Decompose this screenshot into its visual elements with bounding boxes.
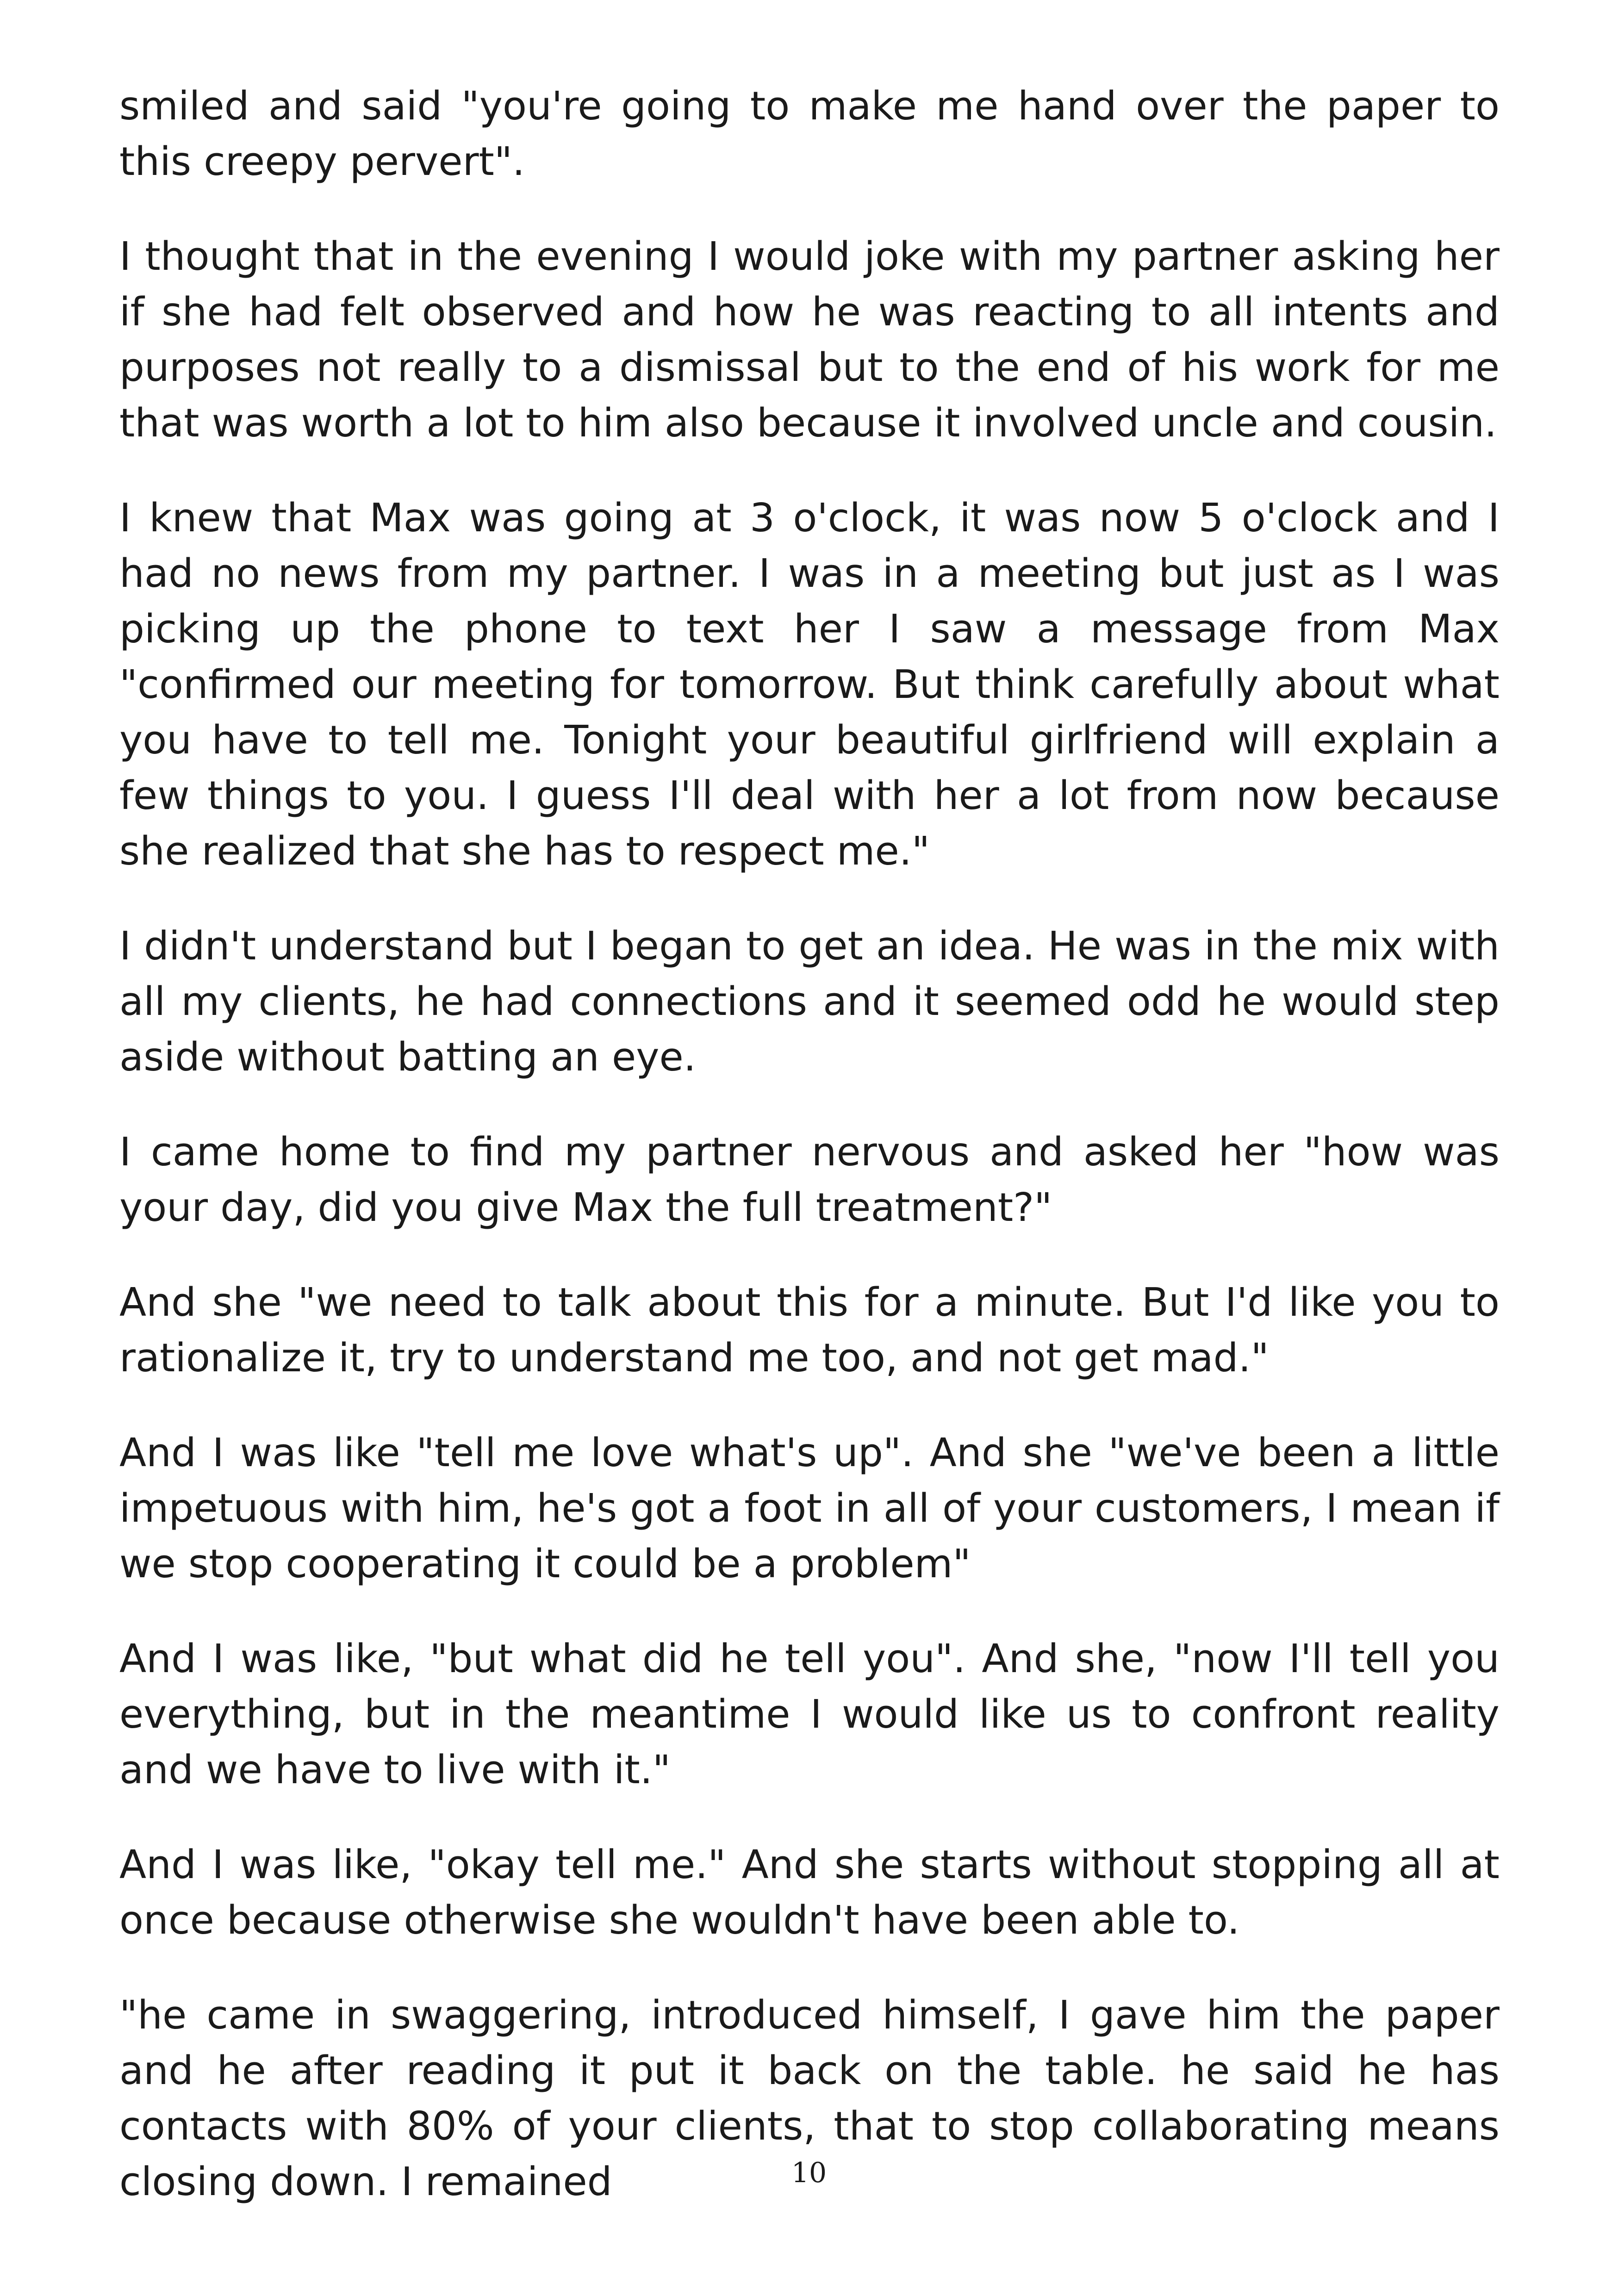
- paragraph: I thought that in the evening I would joke with my partner asking her if she had felt observed and how he was reacting to all intents and purposes not really to a dismissal but to the end of his work for me that was worth a lot to him also because it involved uncle and cousin.: [119, 234, 1500, 446]
- paragraph: I came home to find my partner nervous and asked her "how was your day, did you give Max the full treatment?": [119, 1129, 1500, 1231]
- paragraph: And I was like, "okay tell me." And she starts without stopping all at once because otherwise she wouldn't have been able to.: [119, 1842, 1500, 1943]
- paragraph: And she "we need to talk about this for a minute. But I'd like you to rationalize it, try to understand me too, and not get mad.": [119, 1280, 1500, 1381]
- paragraph: And I was like "tell me love what's up". And she "we've been a little impetuous with him, he's got a foot in all of your customers, I mean if we stop cooperating it could be a problem": [119, 1430, 1500, 1587]
- paragraph: "he came in swaggering, introduced himself, I gave him the paper and he after reading it put it back on the table. he said he has contacts with 80% of your clients, that to stop collaborating means closing down. I remained: [119, 1992, 1500, 2205]
- paragraph: I knew that Max was going at 3 o'clock, it was now 5 o'clock and I had no news from my partner. I was in a meeting but just as I was picking up the phone to text her I saw a message from Max "confirmed our meeting for tomorrow. But think carefully about what you have to tell me. Tonight your beautiful girlfriend will explain a few things to you. I guess I'll deal with her a lot from now because she realized that she has to respect me.": [119, 495, 1500, 874]
- page-number: 10: [791, 2157, 827, 2189]
- paragraph: And I was like, "but what did he tell you". And she, "now I'll tell you everything, but in the meantime I would like us to confront reality and we have to live with it.": [119, 1636, 1500, 1793]
- paragraph: I didn't understand but I began to get an idea. He was in the mix with all my clients, he had connections and it seemed odd he would step aside without batting an eye.: [119, 923, 1500, 1080]
- body-text: [119, 79, 1500, 2249]
- paragraph: smiled and said "you're going to make me hand over the paper to this creepy pervert".: [119, 83, 1500, 185]
